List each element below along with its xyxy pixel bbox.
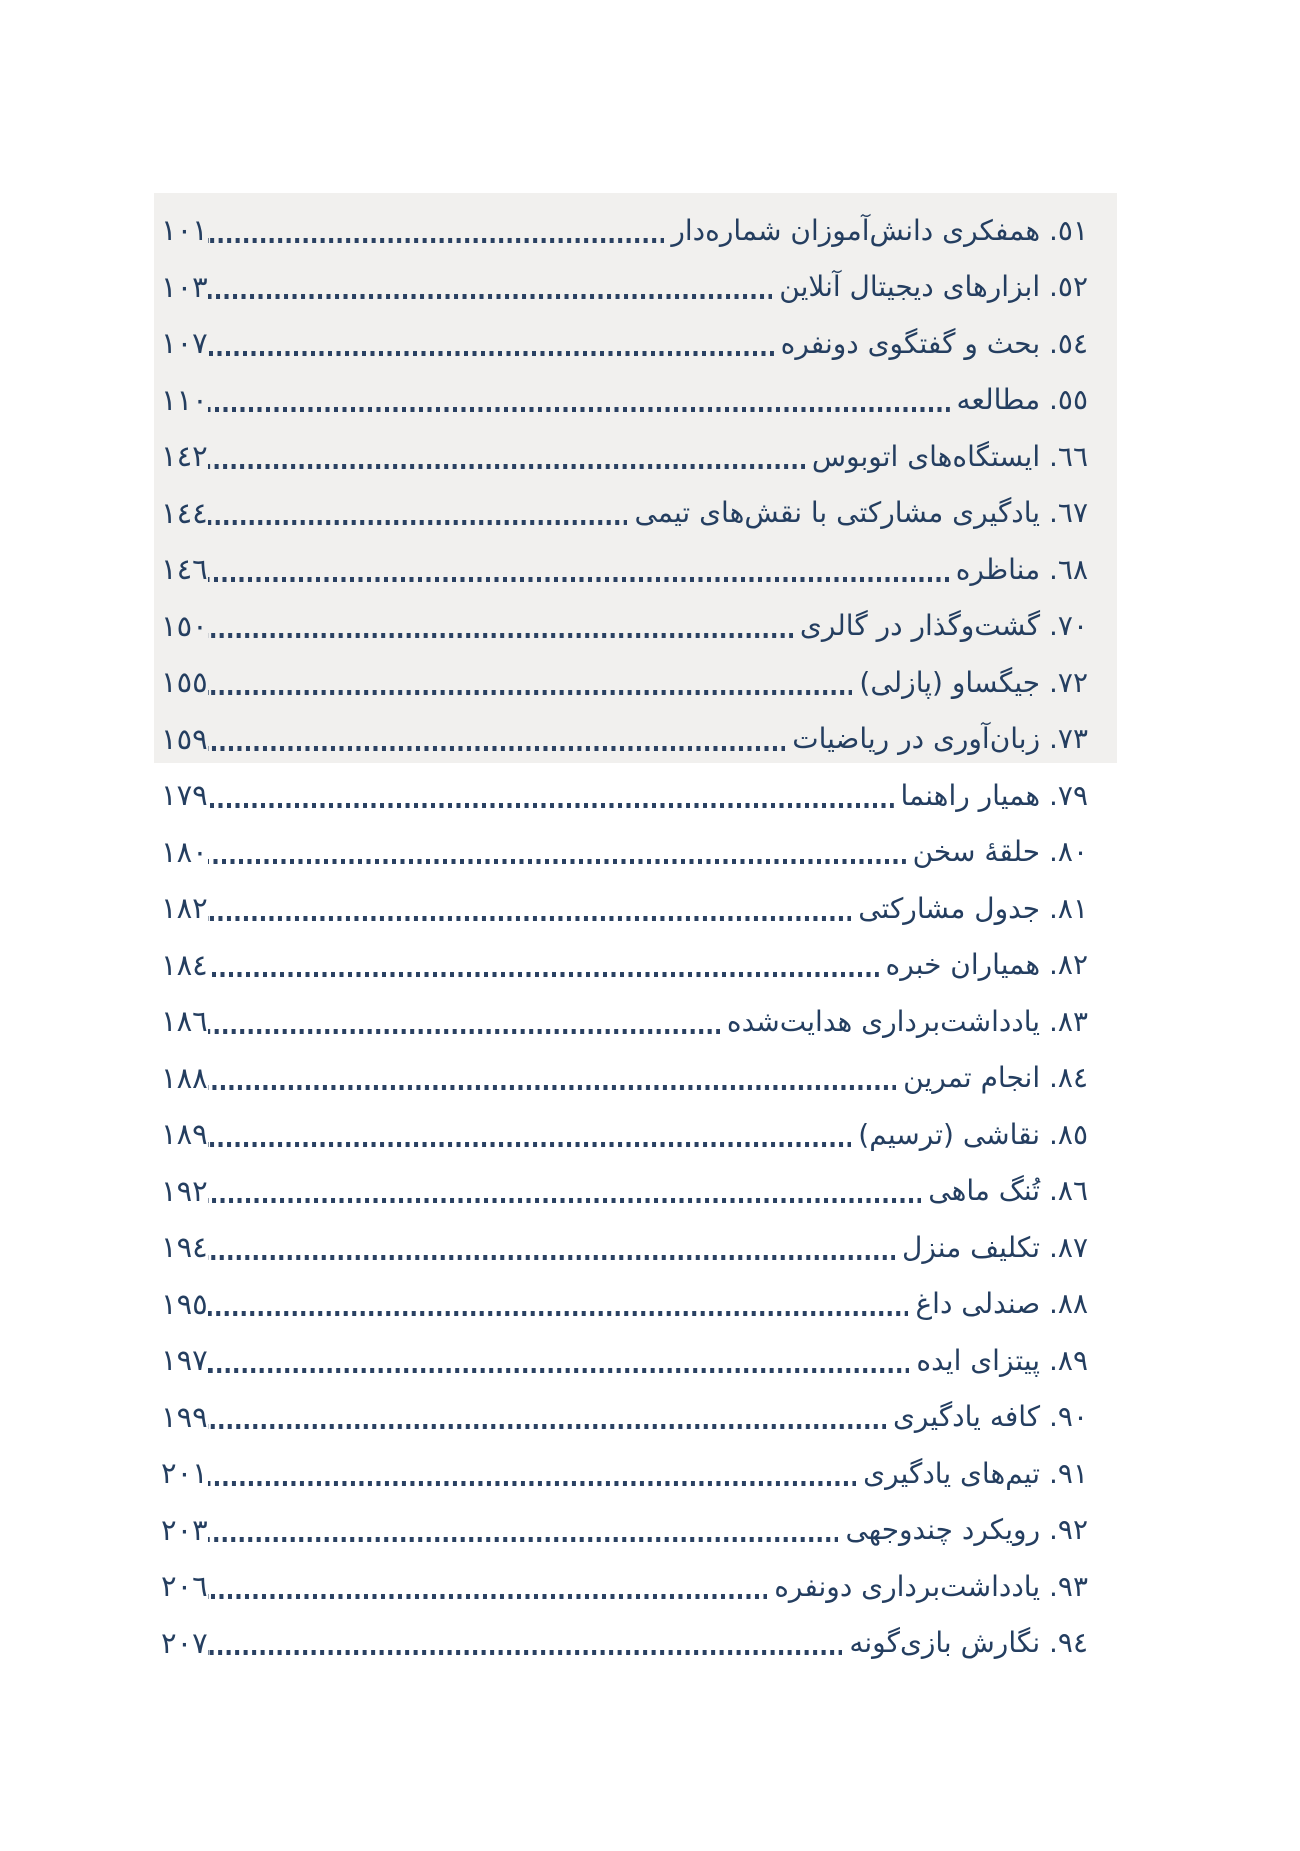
dot-leader (208, 803, 894, 808)
entry-title: نقاشی (ترسیم) (858, 1117, 1041, 1151)
entry-separator: . (1040, 1117, 1058, 1151)
dot-leader (208, 1085, 896, 1090)
entry-separator: . (1040, 326, 1058, 360)
page-number: ١٩٩ (161, 1399, 208, 1434)
entry-title: همفکری دانش‌آموزان شماره‌دار (671, 213, 1041, 247)
entry-label (901, 779, 1088, 812)
entry-separator: . (1040, 1174, 1058, 1208)
entry-number: ٩٠ (1057, 1400, 1088, 1434)
entry-separator: . (1040, 1626, 1058, 1660)
dot-leader (208, 746, 785, 751)
entry-title: همیار راهنما (900, 778, 1041, 812)
entry-number: ٥٥ (1057, 383, 1088, 417)
entry-number: ٦٦ (1057, 439, 1088, 473)
entry-separator: . (1040, 439, 1058, 473)
page-number: ١٠٧ (161, 326, 208, 361)
entry-title: ایستگاه‌های اتوبوس (811, 439, 1041, 473)
entry-number: ٥١ (1057, 213, 1088, 247)
entry-separator: . (1040, 665, 1058, 699)
page-number: ١٩٥ (161, 1286, 208, 1321)
dot-leader (208, 238, 665, 243)
entry-number: ٨٩ (1057, 1343, 1088, 1377)
entry-number: ٥٢ (1057, 270, 1088, 304)
entry-number: ٩١ (1057, 1456, 1088, 1490)
toc-entry[interactable] (158, 824, 1088, 881)
page-number: ١٠٣ (161, 269, 208, 304)
entry-label (928, 1174, 1088, 1207)
entry-label (956, 553, 1088, 586)
entry-label (774, 1570, 1088, 1603)
toc-entry[interactable] (158, 1445, 1088, 1502)
entry-number: ٧٣ (1057, 722, 1088, 756)
dot-leader (208, 464, 805, 469)
entry-number: ٨١ (1057, 891, 1088, 925)
toc-entry[interactable] (158, 1219, 1088, 1276)
toc-entry[interactable] (158, 1332, 1088, 1389)
dot-leader (208, 690, 853, 695)
entry-separator: . (1040, 609, 1058, 643)
page-number: ١٨٢ (161, 891, 208, 926)
entry-separator: . (1040, 270, 1058, 304)
entry-separator: . (1040, 835, 1058, 869)
entry-label (671, 214, 1088, 247)
entry-separator: . (1040, 1400, 1058, 1434)
toc-entry[interactable] (158, 937, 1088, 994)
entry-separator: . (1040, 1343, 1058, 1377)
entry-title: صندلی داغ (915, 1287, 1041, 1321)
dot-leader (208, 407, 950, 412)
page-number: ١٨٩ (161, 1117, 208, 1152)
toc-entry[interactable] (158, 202, 1088, 259)
entry-number: ٧٠ (1057, 609, 1088, 643)
entry-separator: . (1040, 213, 1058, 247)
page-number: ١٥٥ (161, 665, 208, 700)
entry-separator: . (1040, 1569, 1058, 1603)
entry-number: ٧٢ (1057, 665, 1088, 699)
dot-leader (208, 1311, 909, 1316)
entry-label (634, 496, 1088, 529)
page-number: ١٧٩ (161, 778, 208, 813)
entry-label (845, 1513, 1088, 1546)
entry-separator: . (1040, 1456, 1058, 1490)
dot-leader (208, 577, 949, 582)
entry-separator: . (1040, 722, 1058, 756)
toc-entry[interactable] (158, 315, 1088, 372)
entry-label (903, 1061, 1088, 1094)
dot-leader (208, 633, 793, 638)
dot-leader (208, 1368, 910, 1373)
entry-title: حلقۀ سخن (912, 835, 1041, 869)
toc-entry[interactable] (158, 485, 1088, 542)
page-number: ١٤٤ (161, 495, 208, 530)
entry-label (792, 722, 1088, 755)
dot-leader (208, 1650, 843, 1655)
entry-title: زبان‌آوری در ریاضیات (792, 722, 1041, 756)
entry-separator: . (1040, 496, 1058, 530)
entry-number: ٨٦ (1057, 1174, 1088, 1208)
dot-leader (208, 1537, 839, 1542)
page-number: ١١٠ (161, 382, 208, 417)
toc-entry[interactable] (158, 1276, 1088, 1333)
toc-entry[interactable] (158, 1163, 1088, 1220)
dot-leader (208, 1594, 767, 1599)
entry-separator: . (1040, 948, 1058, 982)
toc-entry[interactable] (158, 1389, 1088, 1446)
entry-label (779, 270, 1088, 303)
entry-separator: . (1040, 552, 1058, 586)
entry-label (886, 948, 1088, 981)
toc-entry[interactable] (158, 1615, 1088, 1672)
dot-leader (208, 1029, 720, 1034)
entry-number: ٩٣ (1057, 1569, 1088, 1603)
entry-separator: . (1040, 383, 1058, 417)
dot-leader (208, 1255, 895, 1260)
entry-number: ٨٥ (1057, 1117, 1088, 1151)
entry-title: یادداشت‌برداری دونفره (774, 1569, 1041, 1603)
entry-title: نگارش بازی‌گونه (849, 1626, 1041, 1660)
dot-leader (208, 1142, 852, 1147)
page-number: ١٥٠ (161, 608, 208, 643)
entry-label (727, 1005, 1088, 1038)
toc-entry[interactable] (158, 1106, 1088, 1163)
page-number: ١٠١ (161, 213, 208, 248)
page-number: ١٨٨ (161, 1060, 208, 1095)
page-number: ١٩٤ (161, 1230, 208, 1265)
entry-separator: . (1040, 778, 1058, 812)
entry-label (849, 1626, 1088, 1659)
entry-separator: . (1040, 891, 1058, 925)
entry-number: ٩٢ (1057, 1513, 1088, 1547)
entry-title: تیم‌های یادگیری (863, 1456, 1041, 1490)
toc-entry[interactable] (158, 1502, 1088, 1559)
toc-entry[interactable] (158, 654, 1088, 711)
entry-label (915, 1287, 1088, 1320)
entry-number: ٨٢ (1057, 948, 1088, 982)
toc-list (158, 202, 1088, 1671)
entry-number: ٦٨ (1057, 552, 1088, 586)
dot-leader (208, 351, 774, 356)
entry-separator: . (1040, 1061, 1058, 1095)
entry-title: کافه یادگیری (893, 1400, 1041, 1434)
page-number: ٢٠١ (161, 1456, 208, 1491)
entry-title: رویکرد چندوجهی (845, 1513, 1041, 1547)
dot-leader (208, 520, 628, 525)
entry-number: ٥٤ (1057, 326, 1088, 360)
entry-label (812, 440, 1088, 473)
entry-number: ٨٤ (1057, 1061, 1088, 1095)
dot-leader (208, 916, 851, 921)
toc-entry[interactable] (158, 541, 1088, 598)
entry-label (863, 1457, 1088, 1490)
entry-number: ٧٩ (1057, 778, 1088, 812)
entry-title: یادداشت‌برداری هدایت‌شده (726, 1004, 1041, 1038)
dot-leader (208, 1481, 856, 1486)
dot-leader (208, 1198, 922, 1203)
toc-entry[interactable] (158, 598, 1088, 655)
entry-label (893, 1400, 1088, 1433)
entry-separator: . (1040, 1513, 1058, 1547)
entry-title: پیتزای ایده (916, 1343, 1041, 1377)
page-number: ١٨٤ (161, 947, 208, 982)
dot-leader (208, 294, 773, 299)
entry-label (913, 835, 1088, 868)
entry-number: ٨٨ (1057, 1287, 1088, 1321)
entry-label (957, 383, 1088, 416)
entry-label (858, 892, 1088, 925)
entry-separator: . (1040, 1230, 1058, 1264)
entry-number: ٨٧ (1057, 1230, 1088, 1264)
entry-label (781, 327, 1088, 360)
toc-entry[interactable] (158, 372, 1088, 429)
entry-number: ٨٠ (1057, 835, 1088, 869)
page-number: ١٩٢ (161, 1173, 208, 1208)
page-number: ١٨٠ (161, 834, 208, 869)
page-number: ١٤٦ (161, 552, 208, 587)
entry-title: یادگیری مشارکتی با نقش‌های تیمی (634, 496, 1041, 530)
toc-entry[interactable] (158, 993, 1088, 1050)
page-number: ١٤٢ (161, 439, 208, 474)
entry-title: جدول مشارکتی (858, 891, 1041, 925)
entry-title: انجام تمرین (903, 1061, 1041, 1095)
page-number: ٢٠٦ (161, 1569, 208, 1604)
dot-leader (208, 1424, 886, 1429)
toc-entry[interactable] (158, 880, 1088, 937)
toc-entry[interactable] (158, 767, 1088, 824)
entry-title: همیاران خبره (885, 948, 1041, 982)
entry-title: جیگساو (پازلی) (859, 665, 1041, 699)
entry-title: گشت‌وگذار در گالری (799, 609, 1041, 643)
entry-title: مناظره (955, 552, 1041, 586)
entry-number: ٩٤ (1057, 1626, 1088, 1660)
entry-separator: . (1040, 1287, 1058, 1321)
entry-title: تکلیف منزل (902, 1230, 1041, 1264)
entry-title: تُنگ ماهی (928, 1174, 1041, 1208)
dot-leader (208, 972, 879, 977)
entry-title: مطالعه (956, 383, 1041, 417)
entry-separator: . (1040, 1004, 1058, 1038)
toc-entry[interactable] (158, 1050, 1088, 1107)
entry-number: ٨٣ (1057, 1004, 1088, 1038)
entry-title: ابزارهای دیجیتال آنلاین (779, 270, 1041, 304)
page-number: ٢٠٣ (161, 1512, 208, 1547)
entry-number: ٦٧ (1057, 496, 1088, 530)
toc-entry[interactable] (158, 711, 1088, 768)
page-number: ١٩٧ (161, 1343, 208, 1378)
page-number: ٢٠٧ (161, 1625, 208, 1660)
entry-label (858, 1118, 1088, 1151)
entry-label (916, 1344, 1088, 1377)
entry-label (800, 609, 1088, 642)
dot-leader (208, 859, 906, 864)
page-number: ١٨٦ (161, 1004, 208, 1039)
toc-entry[interactable] (158, 1558, 1088, 1615)
entry-label (859, 666, 1088, 699)
entry-title: بحث و گفتگوی دونفره (780, 326, 1041, 360)
toc-entry[interactable] (158, 259, 1088, 316)
toc-entry[interactable] (158, 428, 1088, 485)
entry-label (902, 1231, 1088, 1264)
page-number: ١٥٩ (161, 721, 208, 756)
